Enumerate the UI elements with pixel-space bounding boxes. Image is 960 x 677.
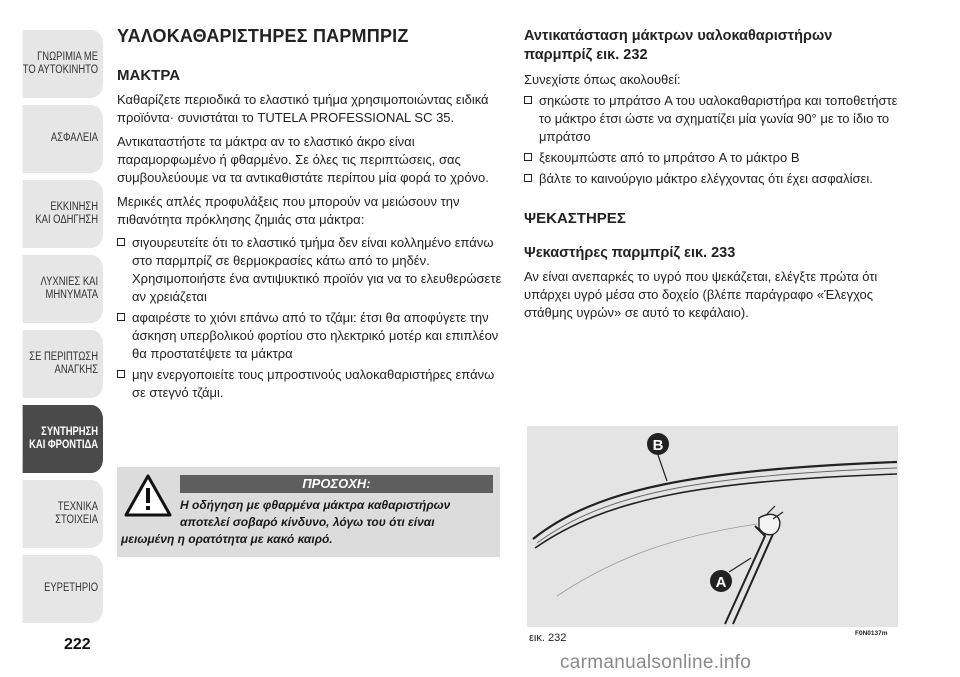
tab-label: ΓΝΩΡΙΜΙΑ ΜΕ ΤΟ ΑΥΤΟΚΙΝΗΤΟ xyxy=(22,50,99,76)
warning-heading: ΠΡΟΣΟΧΗ: xyxy=(180,475,493,493)
warning-text-line3: μειωμένη η ορατότητα με κακό καιρό. xyxy=(121,532,333,546)
list-item: μην ενεργοποιείτε τους μπροστινούς υαλοκαθαριστήρες επάνω σε στεγνό τζάμι. xyxy=(117,366,502,402)
watermark: carmanualsonline.info xyxy=(560,652,752,673)
list-item: αφαιρέστε το χιόνι επάνω από το τζάμι: έτσι θα αποφύγετε την άσκηση υπερβολικού φορτίου στο ηλεκτρικό μοτέρ και επιπλέον θα προστατέψετε τα μάκτρα xyxy=(117,309,502,363)
checkbox-bullet-icon xyxy=(524,96,532,104)
right-column xyxy=(524,27,909,322)
tab-starting-driving[interactable] xyxy=(23,180,103,248)
tab-safety[interactable] xyxy=(23,105,103,173)
paragraph-replace: Αντικαταστήστε τα μάκτρα αν το ελαστικό άκρο είναι παραμορφωμένο ή φθαρμένο. Σε όλες τις περιπτώσεις, σας συμβουλεύουμε να τα αντικαθιστάτε περίπου μία φορά το χρόνο. xyxy=(117,134,489,185)
tab-label: ΣΥΝΤΗΡΗΣΗ ΚΑΙ ΦΡΟΝΤΙΔΑ xyxy=(29,425,99,451)
tab-label: ΕΥΡΕΤΗΡΙΟ xyxy=(44,582,99,595)
warning-text-line2: αποτελεί σοβαρό κίνδυνο, λόγω του ότι είναι xyxy=(180,515,435,529)
paragraph-intro: Συνεχίστε όπως ακολουθεί: xyxy=(524,72,681,87)
section-heading-blades: ΜΑΚΤΡΑ xyxy=(117,67,181,84)
tab-technical-data[interactable] xyxy=(23,480,103,548)
tab-label: ΛΥΧΝΙΕΣ ΚΑΙ ΜΗΝΥΜΑΤΑ xyxy=(40,275,99,301)
page-number: 222 xyxy=(64,636,91,653)
callout-a-label: A xyxy=(715,574,727,591)
checkbox-bullet-icon xyxy=(524,153,532,161)
checkbox-bullet-icon xyxy=(524,174,532,182)
tab-getting-to-know[interactable] xyxy=(23,30,103,98)
tab-label: ΤΕΧΝΙΚΑ ΣΤΟΙΧΕΙΑ xyxy=(55,500,99,526)
list-item: ξεκουμπώστε από το μπράτσο A το μάκτρο B xyxy=(524,149,909,167)
checkbox-bullet-icon xyxy=(117,313,125,321)
list-item: σηκώστε το μπράτσο A του υαλοκαθαριστήρα και τοποθετήστε το μάκτρο έτσι ώστε να σχηματίζει μία γωνία 90° με το ίδιο το μπράτσο xyxy=(524,92,909,146)
wiper-illustration xyxy=(527,426,898,627)
figure-caption: εικ. 232 xyxy=(529,632,567,644)
page-title: ΥΑΛΟΚΑΘΑΡΙΣΤΗΡΕΣ ΠΑΡΜΠΡΙΖ xyxy=(117,26,409,46)
tab-label: ΣΕ ΠΕΡΙΠΤΩΣΗ ΑΝΑΓΚΗΣ xyxy=(29,350,99,376)
heading-washers: Ψεκαστήρες παρμπρίζ εικ. 233 xyxy=(524,245,736,261)
paragraph-cleaning: Καθαρίζετε περιοδικά το ελαστικό τμήμα χρησιμοποιώντας ειδικά προϊόντα· συνιστάται το TUTELA PROFESSIONAL SC 35. xyxy=(117,92,489,125)
warning-text-line1: Η οδήγηση με φθαρμένα μάκτρα καθαριστήρων xyxy=(180,498,451,512)
left-column xyxy=(117,27,502,402)
tab-index[interactable] xyxy=(23,555,103,623)
warning-triangle-icon xyxy=(124,474,172,517)
tab-label: ΕΚΚΙΝΗΣΗ ΚΑΙ ΟΔΗΓΗΣΗ xyxy=(35,200,99,226)
tab-emergency[interactable] xyxy=(23,330,103,398)
paragraph-precautions: Μερικές απλές προφυλάξεις που μπορούν να μειώσουν την πιθανότητα πρόκλησης ζημιάς στα μάκτρα: xyxy=(117,194,460,227)
list-item: βάλτε το καινούργιο μάκτρο ελέγχοντας ότι έχει ασφαλίσει. xyxy=(524,170,909,188)
tab-label: ΑΣΦΑΛΕΙΑ xyxy=(50,132,99,145)
list-item: σιγουρευτείτε ότι το ελαστικό τμήμα δεν είναι κολλημένο επάνω στο παρμπρίζ σε θερμοκρασίες κάτω από το μηδέν. Χρησιμοποιήστε ένα αντιψυκτικό προϊόν για να το ελευθερώσετε αν χρειάζεται xyxy=(117,234,502,306)
callout-b-label: B xyxy=(652,437,664,454)
tab-lights-messages[interactable] xyxy=(23,255,103,323)
heading-blade-replacement: Αντικατάσταση μάκτρων υαλοκαθαριστήρων παρμπρίζ εικ. 232 xyxy=(524,28,833,63)
section-heading-washers: ΨΕΚΑΣΤΗΡΕΣ xyxy=(524,210,626,227)
paragraph-washers: Αν είναι ανεπαρκές το υγρό που ψεκάζεται, ελέγξτε πρώτα ότι υπάρχει υγρό μέσα στο δοχείο (βλέπε παράγραφο «Έλεγχος στάθμης υγρών» σε αυτό το κεφάλαιο). xyxy=(524,269,878,320)
steps-list xyxy=(524,92,909,188)
figure-code: F0N0137m xyxy=(855,630,888,637)
checkbox-bullet-icon xyxy=(117,238,125,246)
checkbox-bullet-icon xyxy=(117,370,125,378)
precautions-list xyxy=(117,234,502,402)
tab-maintenance[interactable] xyxy=(23,405,103,473)
